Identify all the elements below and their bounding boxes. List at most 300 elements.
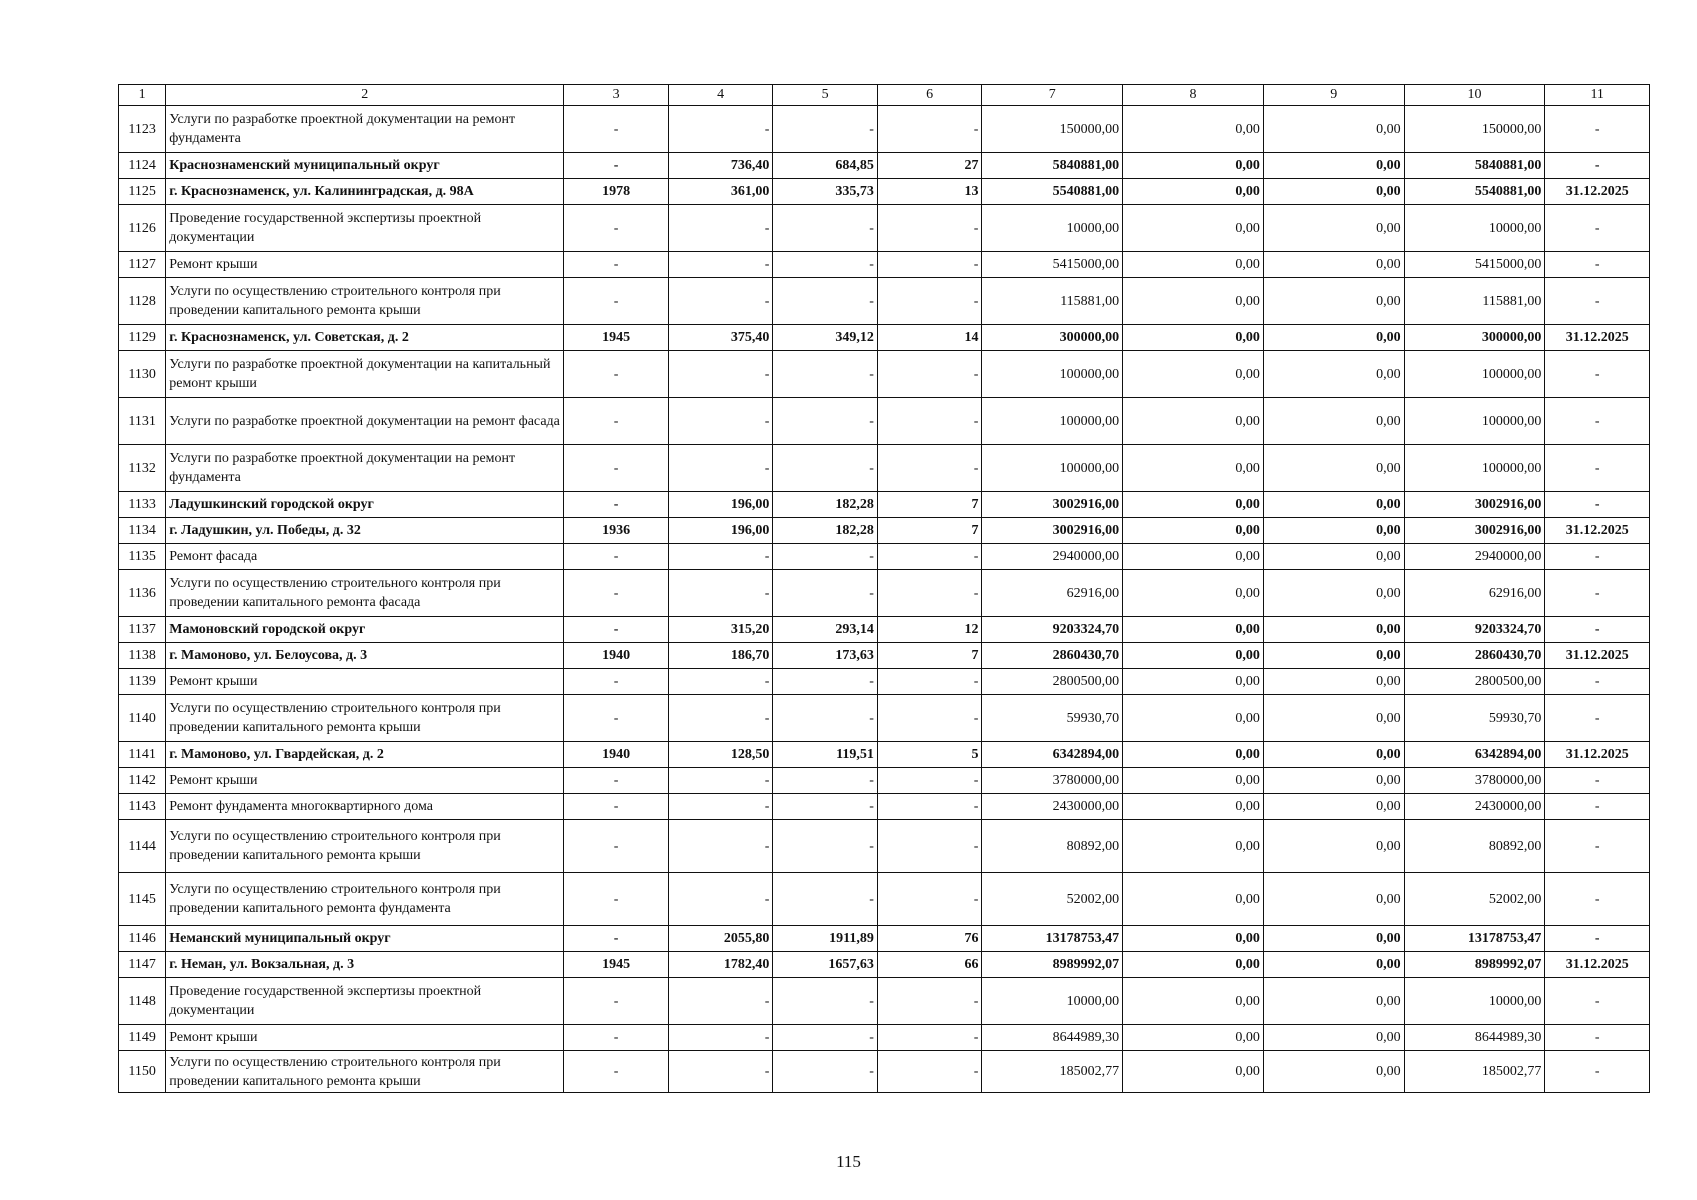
column-header: 3 [564, 85, 669, 106]
regional-funds-cell: 0,00 [1263, 325, 1404, 351]
year-cell: - [564, 820, 669, 873]
table-row [119, 492, 1650, 518]
deadline-cell: - [1545, 544, 1650, 570]
area-living-cell: 335,73 [773, 179, 878, 205]
description-cell: Ладушкинский городской округ [166, 492, 564, 518]
deadline-cell: - [1545, 978, 1650, 1025]
table-row [119, 1025, 1650, 1051]
year-cell: - [564, 445, 669, 492]
deadline-cell: - [1545, 570, 1650, 617]
residents-cell: - [877, 544, 982, 570]
deadline-cell: 31.12.2025 [1545, 742, 1650, 768]
table-row [119, 351, 1650, 398]
federal-funds-cell: 0,00 [1123, 768, 1264, 794]
year-cell: - [564, 351, 669, 398]
year-cell: 1940 [564, 643, 669, 669]
regional-funds-cell: 0,00 [1263, 742, 1404, 768]
residents-cell: - [877, 205, 982, 252]
owner-funds-cell: 2800500,00 [1404, 669, 1545, 695]
year-cell: - [564, 794, 669, 820]
column-header: 6 [877, 85, 982, 106]
deadline-cell: - [1545, 398, 1650, 445]
owner-funds-cell: 185002,77 [1404, 1051, 1545, 1093]
row-number-cell: 1139 [119, 669, 166, 695]
total-cost-cell: 2800500,00 [982, 669, 1123, 695]
federal-funds-cell: 0,00 [1123, 742, 1264, 768]
table-row [119, 445, 1650, 492]
residents-cell: - [877, 669, 982, 695]
description-cell: Услуги по осуществлению строительного контроля при проведении капитального ремонта крыши [166, 695, 564, 742]
federal-funds-cell: 0,00 [1123, 570, 1264, 617]
area-total-cell: 736,40 [668, 153, 773, 179]
residents-cell: - [877, 398, 982, 445]
row-number-cell: 1134 [119, 518, 166, 544]
year-cell: - [564, 106, 669, 153]
row-number-cell: 1138 [119, 643, 166, 669]
deadline-cell: - [1545, 205, 1650, 252]
area-living-cell: - [773, 768, 878, 794]
owner-funds-cell: 80892,00 [1404, 820, 1545, 873]
table-row [119, 106, 1650, 153]
column-header: 7 [982, 85, 1123, 106]
description-cell: Ремонт фундамента многоквартирного дома [166, 794, 564, 820]
owner-funds-cell: 100000,00 [1404, 398, 1545, 445]
federal-funds-cell: 0,00 [1123, 351, 1264, 398]
total-cost-cell: 5415000,00 [982, 252, 1123, 278]
total-cost-cell: 3002916,00 [982, 492, 1123, 518]
area-living-cell: - [773, 570, 878, 617]
deadline-cell: 31.12.2025 [1545, 643, 1650, 669]
owner-funds-cell: 6342894,00 [1404, 742, 1545, 768]
regional-funds-cell: 0,00 [1263, 106, 1404, 153]
table-row [119, 544, 1650, 570]
federal-funds-cell: 0,00 [1123, 794, 1264, 820]
row-number-cell: 1146 [119, 926, 166, 952]
residents-cell: - [877, 1051, 982, 1093]
residents-cell: - [877, 978, 982, 1025]
table-row [119, 742, 1650, 768]
description-cell: Услуги по разработке проектной документации на капитальный ремонт крыши [166, 351, 564, 398]
area-total-cell: 375,40 [668, 325, 773, 351]
total-cost-cell: 62916,00 [982, 570, 1123, 617]
deadline-cell: 31.12.2025 [1545, 952, 1650, 978]
year-cell: - [564, 1025, 669, 1051]
regional-funds-cell: 0,00 [1263, 252, 1404, 278]
regional-funds-cell: 0,00 [1263, 669, 1404, 695]
owner-funds-cell: 9203324,70 [1404, 617, 1545, 643]
table-row [119, 978, 1650, 1025]
federal-funds-cell: 0,00 [1123, 179, 1264, 205]
description-cell: г. Неман, ул. Вокзальная, д. 3 [166, 952, 564, 978]
area-living-cell: - [773, 351, 878, 398]
owner-funds-cell: 2940000,00 [1404, 544, 1545, 570]
regional-funds-cell: 0,00 [1263, 351, 1404, 398]
total-cost-cell: 10000,00 [982, 205, 1123, 252]
total-cost-cell: 10000,00 [982, 978, 1123, 1025]
total-cost-cell: 6342894,00 [982, 742, 1123, 768]
total-cost-cell: 8989992,07 [982, 952, 1123, 978]
area-total-cell: - [668, 278, 773, 325]
owner-funds-cell: 8989992,07 [1404, 952, 1545, 978]
area-living-cell: - [773, 205, 878, 252]
federal-funds-cell: 0,00 [1123, 1051, 1264, 1093]
row-number-cell: 1144 [119, 820, 166, 873]
area-total-cell: - [668, 205, 773, 252]
residents-cell: - [877, 278, 982, 325]
year-cell: - [564, 669, 669, 695]
deadline-cell: 31.12.2025 [1545, 179, 1650, 205]
description-cell: Проведение государственной экспертизы проектной документации [166, 978, 564, 1025]
table-row [119, 617, 1650, 643]
owner-funds-cell: 2860430,70 [1404, 643, 1545, 669]
residents-cell: - [877, 570, 982, 617]
table-row [119, 153, 1650, 179]
row-number-cell: 1125 [119, 179, 166, 205]
owner-funds-cell: 115881,00 [1404, 278, 1545, 325]
owner-funds-cell: 3002916,00 [1404, 518, 1545, 544]
area-living-cell: - [773, 695, 878, 742]
description-cell: Услуги по осуществлению строительного контроля при проведении капитального ремонта крыши [166, 278, 564, 325]
table-row [119, 252, 1650, 278]
owner-funds-cell: 3780000,00 [1404, 768, 1545, 794]
residents-cell: - [877, 873, 982, 926]
total-cost-cell: 80892,00 [982, 820, 1123, 873]
residents-cell: 14 [877, 325, 982, 351]
row-number-cell: 1127 [119, 252, 166, 278]
description-cell: Услуги по разработке проектной документации на ремонт фасада [166, 398, 564, 445]
total-cost-cell: 3002916,00 [982, 518, 1123, 544]
residents-cell: 7 [877, 643, 982, 669]
regional-funds-cell: 0,00 [1263, 1025, 1404, 1051]
deadline-cell: - [1545, 351, 1650, 398]
federal-funds-cell: 0,00 [1123, 153, 1264, 179]
data-table [118, 84, 1650, 1093]
owner-funds-cell: 5540881,00 [1404, 179, 1545, 205]
year-cell: - [564, 978, 669, 1025]
row-number-cell: 1143 [119, 794, 166, 820]
total-cost-cell: 8644989,30 [982, 1025, 1123, 1051]
residents-cell: 7 [877, 492, 982, 518]
description-cell: Услуги по осуществлению строительного контроля при проведении капитального ремонта крыши [166, 1051, 564, 1093]
row-number-cell: 1131 [119, 398, 166, 445]
owner-funds-cell: 150000,00 [1404, 106, 1545, 153]
row-number-cell: 1147 [119, 952, 166, 978]
regional-funds-cell: 0,00 [1263, 873, 1404, 926]
total-cost-cell: 100000,00 [982, 398, 1123, 445]
table-row [119, 179, 1650, 205]
residents-cell: 7 [877, 518, 982, 544]
federal-funds-cell: 0,00 [1123, 978, 1264, 1025]
area-total-cell: - [668, 570, 773, 617]
owner-funds-cell: 8644989,30 [1404, 1025, 1545, 1051]
owner-funds-cell: 5840881,00 [1404, 153, 1545, 179]
regional-funds-cell: 0,00 [1263, 1051, 1404, 1093]
total-cost-cell: 100000,00 [982, 445, 1123, 492]
area-living-cell: - [773, 445, 878, 492]
area-total-cell: - [668, 669, 773, 695]
total-cost-cell: 3780000,00 [982, 768, 1123, 794]
table-row [119, 669, 1650, 695]
year-cell: 1936 [564, 518, 669, 544]
area-total-cell: - [668, 768, 773, 794]
column-header: 9 [1263, 85, 1404, 106]
year-cell: - [564, 570, 669, 617]
area-total-cell: - [668, 252, 773, 278]
description-cell: г. Краснознаменск, ул. Калининградская, д. 98А [166, 179, 564, 205]
row-number-cell: 1136 [119, 570, 166, 617]
area-total-cell: - [668, 873, 773, 926]
area-living-cell: - [773, 820, 878, 873]
residents-cell: 5 [877, 742, 982, 768]
owner-funds-cell: 52002,00 [1404, 873, 1545, 926]
deadline-cell: - [1545, 768, 1650, 794]
year-cell: - [564, 398, 669, 445]
deadline-cell: - [1545, 873, 1650, 926]
description-cell: г. Ладушкин, ул. Победы, д. 32 [166, 518, 564, 544]
owner-funds-cell: 100000,00 [1404, 351, 1545, 398]
federal-funds-cell: 0,00 [1123, 544, 1264, 570]
row-number-cell: 1145 [119, 873, 166, 926]
table-row [119, 643, 1650, 669]
area-living-cell: - [773, 794, 878, 820]
year-cell: - [564, 278, 669, 325]
area-total-cell: - [668, 820, 773, 873]
year-cell: - [564, 926, 669, 952]
year-cell: 1945 [564, 325, 669, 351]
area-total-cell: 1782,40 [668, 952, 773, 978]
row-number-cell: 1124 [119, 153, 166, 179]
total-cost-cell: 185002,77 [982, 1051, 1123, 1093]
table-row [119, 398, 1650, 445]
federal-funds-cell: 0,00 [1123, 205, 1264, 252]
regional-funds-cell: 0,00 [1263, 952, 1404, 978]
area-total-cell: - [668, 1051, 773, 1093]
row-number-cell: 1140 [119, 695, 166, 742]
residents-cell: - [877, 695, 982, 742]
table-row [119, 518, 1650, 544]
federal-funds-cell: 0,00 [1123, 643, 1264, 669]
row-number-cell: 1133 [119, 492, 166, 518]
deadline-cell: - [1545, 617, 1650, 643]
description-cell: Ремонт крыши [166, 252, 564, 278]
owner-funds-cell: 62916,00 [1404, 570, 1545, 617]
deadline-cell: - [1545, 445, 1650, 492]
total-cost-cell: 9203324,70 [982, 617, 1123, 643]
row-number-cell: 1150 [119, 1051, 166, 1093]
description-cell: Мамоновский городской округ [166, 617, 564, 643]
description-cell: Услуги по осуществлению строительного контроля при проведении капитального ремонта крыши [166, 820, 564, 873]
area-living-cell: - [773, 873, 878, 926]
column-header: 1 [119, 85, 166, 106]
area-living-cell: - [773, 544, 878, 570]
federal-funds-cell: 0,00 [1123, 669, 1264, 695]
regional-funds-cell: 0,00 [1263, 978, 1404, 1025]
regional-funds-cell: 0,00 [1263, 643, 1404, 669]
year-cell: 1945 [564, 952, 669, 978]
owner-funds-cell: 300000,00 [1404, 325, 1545, 351]
total-cost-cell: 100000,00 [982, 351, 1123, 398]
total-cost-cell: 150000,00 [982, 106, 1123, 153]
residents-cell: - [877, 768, 982, 794]
residents-cell: - [877, 252, 982, 278]
deadline-cell: - [1545, 153, 1650, 179]
deadline-cell: - [1545, 794, 1650, 820]
area-living-cell: - [773, 278, 878, 325]
description-cell: Ремонт крыши [166, 1025, 564, 1051]
residents-cell: - [877, 1025, 982, 1051]
area-total-cell: - [668, 1025, 773, 1051]
area-total-cell: - [668, 398, 773, 445]
federal-funds-cell: 0,00 [1123, 1025, 1264, 1051]
total-cost-cell: 59930,70 [982, 695, 1123, 742]
deadline-cell: - [1545, 926, 1650, 952]
description-cell: Услуги по разработке проектной документации на ремонт фундамента [166, 106, 564, 153]
table-row [119, 695, 1650, 742]
deadline-cell: - [1545, 1051, 1650, 1093]
owner-funds-cell: 2430000,00 [1404, 794, 1545, 820]
description-cell: Краснознаменский муниципальный округ [166, 153, 564, 179]
table-row [119, 570, 1650, 617]
area-total-cell: 361,00 [668, 179, 773, 205]
description-cell: г. Мамоново, ул. Белоусова, д. 3 [166, 643, 564, 669]
year-cell: - [564, 768, 669, 794]
federal-funds-cell: 0,00 [1123, 926, 1264, 952]
deadline-cell: - [1545, 252, 1650, 278]
description-cell: Проведение государственной экспертизы проектной документации [166, 205, 564, 252]
total-cost-cell: 300000,00 [982, 325, 1123, 351]
area-living-cell: 349,12 [773, 325, 878, 351]
regional-funds-cell: 0,00 [1263, 205, 1404, 252]
area-total-cell: - [668, 445, 773, 492]
total-cost-cell: 5840881,00 [982, 153, 1123, 179]
row-number-cell: 1149 [119, 1025, 166, 1051]
description-cell: Услуги по осуществлению строительного контроля при проведении капитального ремонта фасада [166, 570, 564, 617]
row-number-cell: 1135 [119, 544, 166, 570]
total-cost-cell: 5540881,00 [982, 179, 1123, 205]
residents-cell: - [877, 351, 982, 398]
area-total-cell: 128,50 [668, 742, 773, 768]
owner-funds-cell: 10000,00 [1404, 978, 1545, 1025]
deadline-cell: 31.12.2025 [1545, 518, 1650, 544]
deadline-cell: - [1545, 278, 1650, 325]
row-number-cell: 1142 [119, 768, 166, 794]
column-number-header-row [119, 85, 1650, 106]
row-number-cell: 1123 [119, 106, 166, 153]
row-number-cell: 1148 [119, 978, 166, 1025]
year-cell: - [564, 252, 669, 278]
owner-funds-cell: 59930,70 [1404, 695, 1545, 742]
area-living-cell: 173,63 [773, 643, 878, 669]
total-cost-cell: 2430000,00 [982, 794, 1123, 820]
area-living-cell: - [773, 669, 878, 695]
table-body [119, 106, 1650, 1093]
federal-funds-cell: 0,00 [1123, 518, 1264, 544]
federal-funds-cell: 0,00 [1123, 445, 1264, 492]
federal-funds-cell: 0,00 [1123, 695, 1264, 742]
column-header: 2 [166, 85, 564, 106]
row-number-cell: 1126 [119, 205, 166, 252]
deadline-cell: - [1545, 820, 1650, 873]
regional-funds-cell: 0,00 [1263, 768, 1404, 794]
residents-cell: 76 [877, 926, 982, 952]
area-living-cell: - [773, 1025, 878, 1051]
federal-funds-cell: 0,00 [1123, 492, 1264, 518]
table-row [119, 325, 1650, 351]
owner-funds-cell: 10000,00 [1404, 205, 1545, 252]
area-living-cell: - [773, 978, 878, 1025]
description-cell: Услуги по осуществлению строительного контроля при проведении капитального ремонта фундамента [166, 873, 564, 926]
regional-funds-cell: 0,00 [1263, 617, 1404, 643]
federal-funds-cell: 0,00 [1123, 398, 1264, 445]
deadline-cell: 31.12.2025 [1545, 325, 1650, 351]
table-row [119, 278, 1650, 325]
residents-cell: - [877, 445, 982, 492]
column-header: 11 [1545, 85, 1650, 106]
federal-funds-cell: 0,00 [1123, 820, 1264, 873]
area-total-cell: 186,70 [668, 643, 773, 669]
residents-cell: - [877, 794, 982, 820]
description-cell: Ремонт крыши [166, 669, 564, 695]
federal-funds-cell: 0,00 [1123, 278, 1264, 325]
area-total-cell: 315,20 [668, 617, 773, 643]
regional-funds-cell: 0,00 [1263, 570, 1404, 617]
year-cell: - [564, 205, 669, 252]
year-cell: 1978 [564, 179, 669, 205]
year-cell: 1940 [564, 742, 669, 768]
deadline-cell: - [1545, 1025, 1650, 1051]
row-number-cell: 1130 [119, 351, 166, 398]
federal-funds-cell: 0,00 [1123, 106, 1264, 153]
description-cell: Неманский муниципальный округ [166, 926, 564, 952]
table-row [119, 926, 1650, 952]
regional-funds-cell: 0,00 [1263, 398, 1404, 445]
total-cost-cell: 13178753,47 [982, 926, 1123, 952]
residents-cell: 13 [877, 179, 982, 205]
federal-funds-cell: 0,00 [1123, 873, 1264, 926]
deadline-cell: - [1545, 106, 1650, 153]
area-living-cell: 182,28 [773, 492, 878, 518]
area-total-cell: - [668, 978, 773, 1025]
regional-funds-cell: 0,00 [1263, 492, 1404, 518]
year-cell: - [564, 153, 669, 179]
area-living-cell: 293,14 [773, 617, 878, 643]
area-living-cell: 1911,89 [773, 926, 878, 952]
deadline-cell: - [1545, 669, 1650, 695]
area-living-cell: - [773, 1051, 878, 1093]
regional-funds-cell: 0,00 [1263, 278, 1404, 325]
table-row [119, 794, 1650, 820]
owner-funds-cell: 5415000,00 [1404, 252, 1545, 278]
year-cell: - [564, 617, 669, 643]
row-number-cell: 1129 [119, 325, 166, 351]
row-number-cell: 1141 [119, 742, 166, 768]
total-cost-cell: 2860430,70 [982, 643, 1123, 669]
regional-funds-cell: 0,00 [1263, 518, 1404, 544]
residents-cell: - [877, 106, 982, 153]
table-row [119, 820, 1650, 873]
column-header: 5 [773, 85, 878, 106]
owner-funds-cell: 13178753,47 [1404, 926, 1545, 952]
regional-funds-cell: 0,00 [1263, 926, 1404, 952]
owner-funds-cell: 100000,00 [1404, 445, 1545, 492]
owner-funds-cell: 3002916,00 [1404, 492, 1545, 518]
regional-funds-cell: 0,00 [1263, 445, 1404, 492]
column-header: 8 [1123, 85, 1264, 106]
regional-funds-cell: 0,00 [1263, 544, 1404, 570]
regional-funds-cell: 0,00 [1263, 179, 1404, 205]
residents-cell: 66 [877, 952, 982, 978]
regional-funds-cell: 0,00 [1263, 820, 1404, 873]
